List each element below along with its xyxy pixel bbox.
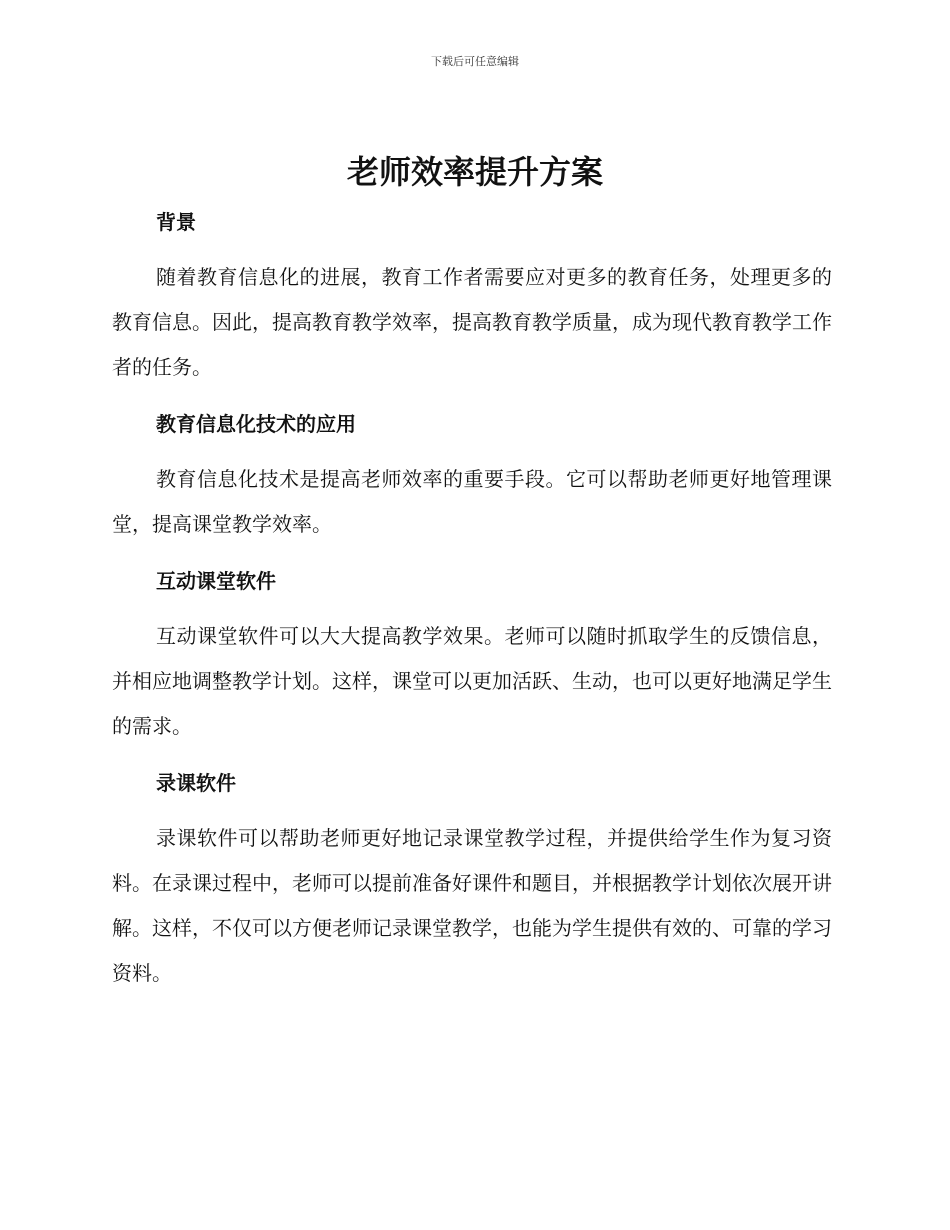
section-heading-edtech-application: 教育信息化技术的应用 (156, 412, 356, 436)
document-body (112, 202, 832, 996)
document-title: 老师效率提升方案 (346, 153, 603, 191)
section-heading-interactive-classroom: 互动课堂软件 (156, 569, 276, 593)
section-paragraph-edtech-application: 教育信息化技术是提高老师效率的重要手段。它可以帮助老师更好地管理课堂，提高课堂教学效率。 (112, 467, 832, 536)
header-note: 下载后可任意编辑 (431, 55, 519, 68)
section-heading-lecture-recording: 录课软件 (156, 771, 236, 795)
section-heading-background: 背景 (156, 210, 196, 234)
section-paragraph-background: 随着教育信息化的进展，教育工作者需要应对更多的教育任务，处理更多的教育信息。因此，提高教育教学效率，提高教育教学质量，成为现代教育教学工作者的任务。 (112, 265, 832, 379)
section-paragraph-lecture-recording: 录课软件可以帮助老师更好地记录课堂教学过程，并提供给学生作为复习资料。在录课过程中，老师可以提前准备好课件和题目，并根据教学计划依次展开讲解。这样，不仅可以方便老师记录课堂教学，也能为学生提供有效的、可靠的学习资料。 (112, 826, 832, 985)
section-paragraph-interactive-classroom: 互动课堂软件可以大大提高教学效果。老师可以随时抓取学生的反馈信息，并相应地调整教学计划。这样，课堂可以更加活跃、生动，也可以更好地满足学生的需求。 (112, 624, 832, 738)
